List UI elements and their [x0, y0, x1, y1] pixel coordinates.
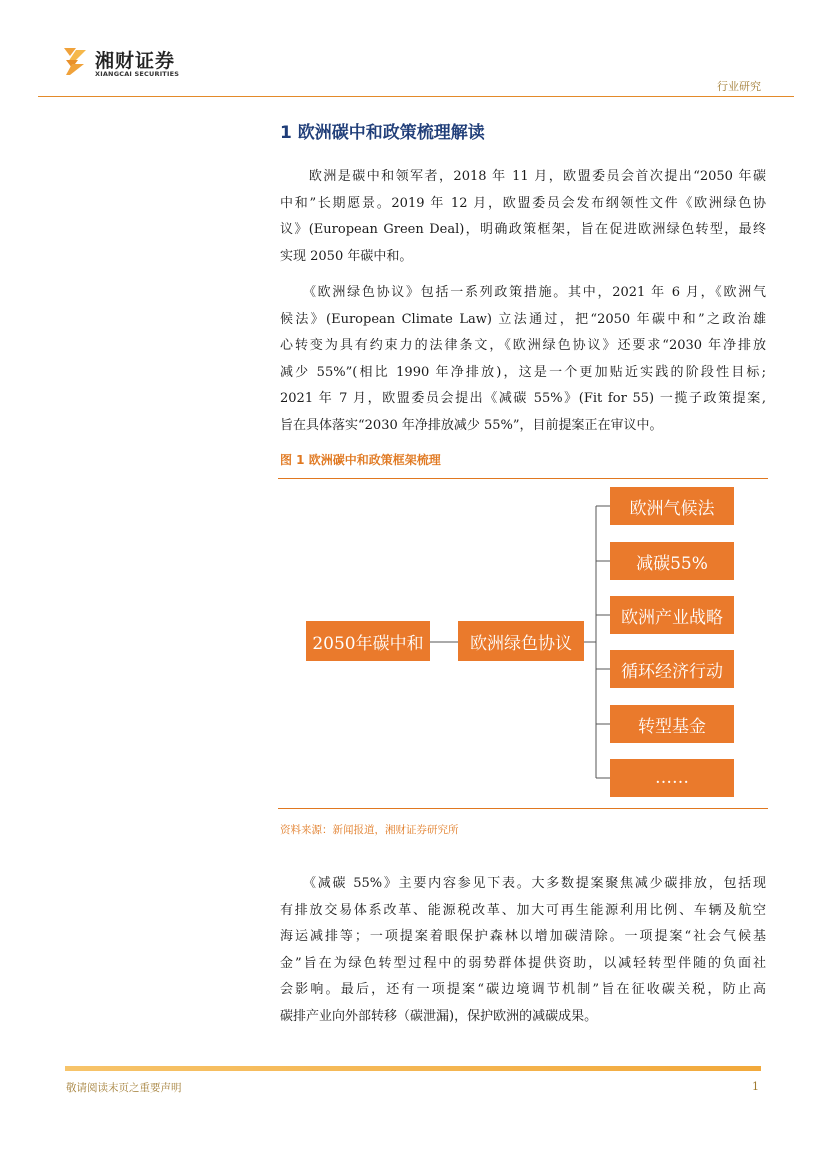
paragraph-1: [280, 164, 766, 270]
header-divider: [38, 96, 794, 97]
figure-source: 资料来源：新闻报道，湘财证券研究所: [280, 824, 459, 836]
logo-icon: [62, 46, 88, 76]
text-line: 会影响。最后，还有一项提案“碳边境调节机制”旨在征收碳关税，防止高: [280, 982, 766, 997]
text-line: 《减碳 55%》主要内容参见下表。大多数提案聚焦减少碳排放，包括现: [280, 876, 766, 891]
text-line: 欧洲是碳中和领军者，2018 年 11 月，欧盟委员会首次提出“2050 年碳: [280, 169, 766, 184]
text-line: 2021 年 7 月，欧盟委员会提出《减碳 55%》(Fit for 55) 一揽子政策提案,: [280, 391, 766, 406]
text-line: 心转变为具有约束力的法律条文，《欧洲绿色协议》还要求“2030 年净排放: [280, 338, 766, 353]
text-line: 金”旨在为绿色转型过程中的弱势群体提供资助，以减轻转型伴随的负面社: [280, 955, 766, 971]
node-circular-economy: 循环经济行动: [610, 650, 734, 688]
figure-caption: 图 1 欧洲碳中和政策框架梳理: [280, 453, 441, 467]
report-category: 行业研究: [717, 80, 761, 93]
text-line: 旨在具体落实“2030 年净排放减少 55%”，目前提案正在审议中。: [280, 417, 663, 433]
node-carbon-neutrality-2050: 2050年碳中和: [306, 621, 430, 661]
figure-bottom-rule: [278, 808, 768, 809]
node-industrial-strategy: 欧洲产业战略: [610, 596, 734, 634]
logo-name-en: XIANGCAI SECURITIES: [95, 70, 180, 78]
text-line: 议》(European Green Deal)，明确政策框架，旨在促进欧洲绿色转型，最终: [280, 222, 766, 237]
text-line: 海运减排等；一项提案着眼保护森林以增加碳清除。一项提案“社会气候基: [280, 929, 766, 944]
section-title: 1 欧洲碳中和政策梳理解读: [280, 123, 485, 143]
footer-disclaimer: 敬请阅读末页之重要声明: [66, 1082, 182, 1094]
node-transition-fund: 转型基金: [610, 705, 734, 743]
page-number: 1: [752, 1080, 759, 1093]
text-line: 实现 2050 年碳中和。: [280, 248, 413, 264]
text-line: 候法》(European Climate Law) 立法通过，把“2050 年碳中和”之政治雄: [280, 311, 766, 327]
paragraph-3: [280, 871, 766, 1030]
text-line: 减少 55%”(相比 1990 年净排放)，这是一个更加贴近实践的阶段性目标;: [280, 364, 766, 380]
footer-divider: [65, 1066, 761, 1071]
text-line: 中和”长期愿景。2019 年 12 月，欧盟委员会发布纲领性文件《欧洲绿色协: [280, 195, 766, 211]
text-line: 碳排产业向外部转移（碳泄漏)，保护欧洲的减碳成果。: [280, 1008, 598, 1024]
text-line: 有排放交易体系改革、能源税改革、加大可再生能源利用比例、车辆及航空: [280, 902, 766, 918]
node-fit-for-55: 减碳55%: [610, 542, 734, 580]
logo-name-cn: 湘财证券: [95, 50, 176, 72]
node-european-climate-law: 欧洲气候法: [610, 487, 734, 525]
node-european-green-deal: 欧洲绿色协议: [458, 621, 584, 661]
node-more-ellipsis: ……: [610, 759, 734, 797]
text-line: 《欧洲绿色协议》包括一系列政策措施。其中，2021 年 6 月，《欧洲气: [280, 285, 766, 300]
paragraph-2: [280, 280, 766, 439]
